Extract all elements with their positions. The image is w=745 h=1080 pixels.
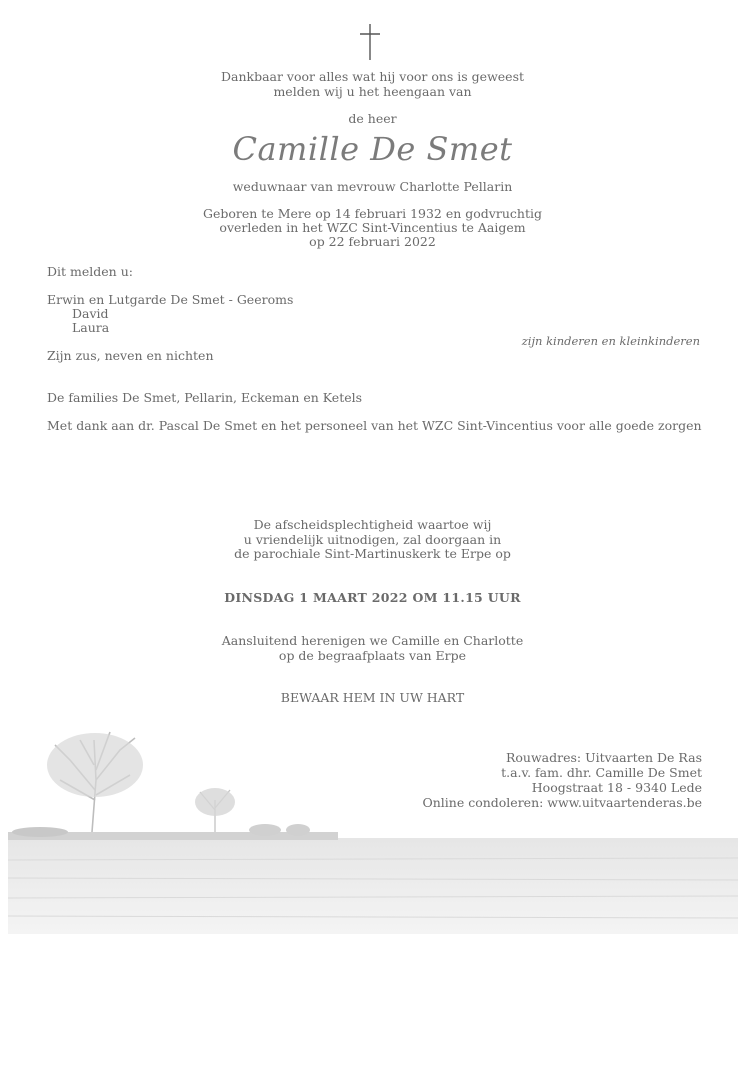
birth-line-1: Geboren te Mere op 14 februari 1932 en godvruchtig xyxy=(203,206,542,221)
address-line-2: t.a.v. fam. dhr. Camille De Smet xyxy=(501,765,702,780)
cross-icon xyxy=(357,22,383,62)
grandchild-1: David xyxy=(72,306,109,321)
relation-note: zijn kinderen en kleinkinderen xyxy=(521,334,700,348)
spouse-line: weduwnaar van mevrouw Charlotte Pellarin xyxy=(232,179,513,194)
birth-line-3: op 22 februari 2022 xyxy=(309,234,436,249)
after-line-1: Aansluitend herenigen we Camille en Charlotte xyxy=(221,633,524,648)
ceremony-line-3: de parochiale Sint-Martinuskerk te Erpe op xyxy=(234,546,511,561)
address-line-3: Hoogstraat 18 - 9340 Lede xyxy=(531,780,702,795)
address-line-1: Rouwadres: Uitvaarten De Ras xyxy=(505,750,702,765)
child-couple: Erwin en Lutgarde De Smet - Geeroms xyxy=(47,292,294,307)
motto: BEWAAR HEM IN UW HART xyxy=(280,690,465,705)
deceased-name: Camille De Smet xyxy=(232,130,513,168)
families-line: De families De Smet, Pellarin, Eckeman en Ketels xyxy=(47,390,363,405)
intro-line-2: melden wij u het heengaan van xyxy=(273,84,472,99)
family-intro: Dit melden u: xyxy=(47,264,133,279)
grandchild-2: Laura xyxy=(72,320,110,335)
siblings-line: Zijn zus, neven en nichten xyxy=(47,348,214,363)
online-condolences-link[interactable]: Online condoleren: www.uitvaartenderas.be xyxy=(422,795,702,810)
ceremony-line-1: De afscheidsplechtigheid waartoe wij xyxy=(253,517,492,532)
ceremony-line-2: u vriendelijk uitnodigen, zal doorgaan in xyxy=(243,532,502,547)
intro-line-1: Dankbaar voor alles wat hij voor ons is geweest xyxy=(220,69,525,84)
ceremony-datetime: DINSDAG 1 MAART 2022 OM 11.15 UUR xyxy=(224,590,521,605)
after-line-2: op de begraafplaats van Erpe xyxy=(278,648,467,663)
thanks-line: Met dank aan dr. Pascal De Smet en het personeel van het WZC Sint-Vincentius voor alle goede zorgen xyxy=(47,418,702,433)
honorific: de heer xyxy=(348,111,397,126)
birth-line-2: overleden in het WZC Sint-Vincentius te Aaigem xyxy=(219,220,526,235)
